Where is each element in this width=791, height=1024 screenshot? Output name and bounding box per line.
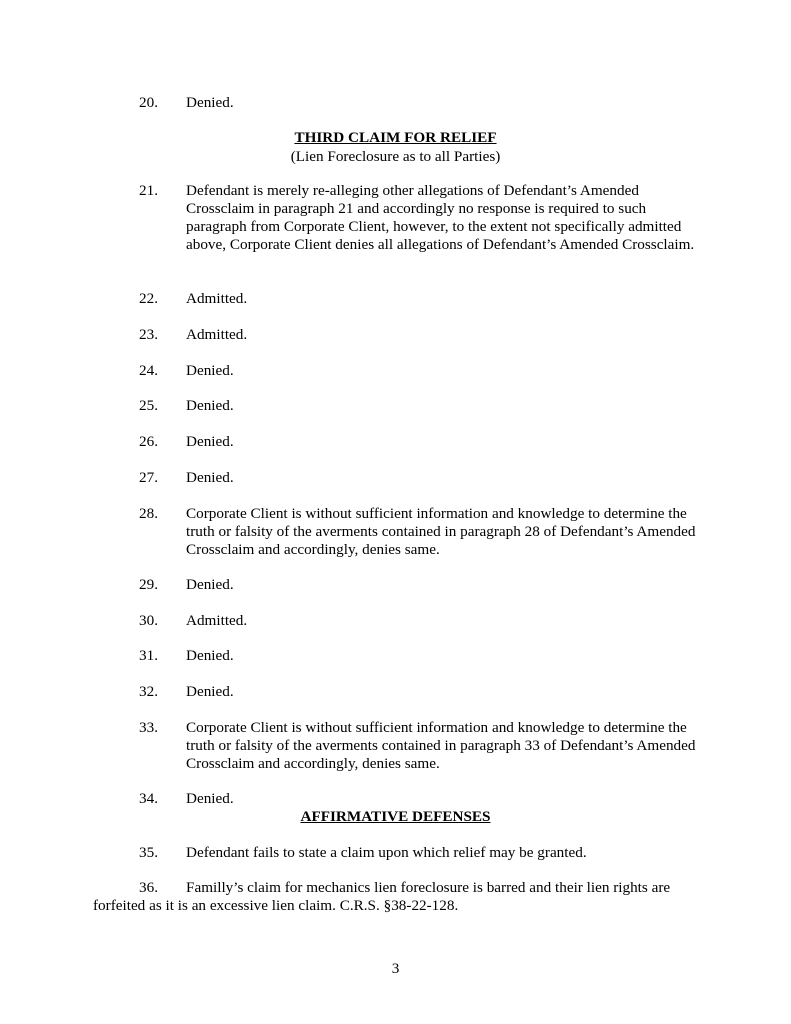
paragraph-text: Familly’s claim for mechanics lien foreclosure is barred and their lien rights are forfeited as it is an excessive lien claim. C.R.S. §38-22-128. [93, 879, 671, 914]
paragraph-number: 24. [139, 362, 158, 379]
paragraph-text: Denied. [186, 433, 234, 450]
paragraph-number: 26. [139, 433, 158, 450]
paragraph-text: Denied. [186, 683, 234, 700]
paragraph-number: 23. [139, 326, 158, 343]
paragraph-25 [139, 397, 709, 415]
paragraph-35 [139, 844, 709, 862]
paragraph-31 [139, 647, 709, 665]
paragraph-23 [139, 326, 709, 344]
paragraph-number: 35. [139, 844, 158, 861]
paragraph-33 [139, 719, 709, 773]
paragraph-26 [139, 433, 709, 451]
paragraph-number: 28. [139, 505, 158, 522]
paragraph-text: Defendant is merely re-alleging other allegations of Defendant’s Amended Crossclaim in paragraph 21 and accordingly no response is required to such paragraph from Corporate Client, however, to the extent not specifically admitted above, Corporate Client denies all allegations of Defendant’s Amended Crossclaim. [186, 182, 695, 253]
paragraph-text: Admitted. [186, 290, 248, 307]
paragraph-21 [139, 182, 709, 254]
paragraph-number: 25. [139, 397, 158, 414]
paragraph-29 [139, 576, 709, 594]
paragraph-text: Denied. [186, 362, 234, 379]
section-subheading-third-claim: (Lien Foreclosure as to all Parties) [290, 148, 501, 165]
paragraph-text: Admitted. [186, 612, 248, 629]
paragraph-number: 22. [139, 290, 158, 307]
paragraph-number: 33. [139, 719, 158, 736]
paragraph-24 [139, 362, 709, 380]
paragraph-number: 30. [139, 612, 158, 629]
paragraph-36 [93, 879, 703, 915]
paragraph-text: Denied. [186, 94, 234, 111]
paragraph-number: 31. [139, 647, 158, 664]
paragraph-30 [139, 612, 709, 630]
paragraph-number: 20. [139, 94, 158, 111]
paragraph-number: 34. [139, 790, 158, 807]
paragraph-text: Denied. [186, 469, 234, 486]
paragraph-number: 32. [139, 683, 158, 700]
paragraph-27 [139, 469, 709, 487]
paragraph-text: Denied. [186, 576, 234, 593]
paragraph-number: 27. [139, 469, 158, 486]
paragraph-text: Defendant fails to state a claim upon which relief may be granted. [186, 844, 587, 861]
paragraph-number: 29. [139, 576, 158, 593]
paragraph-20 [139, 94, 709, 112]
paragraph-text: Corporate Client is without sufficient information and knowledge to determine the truth or falsity of the averments contained in paragraph 33 of Defendant’s Amended Crossclaim and accordingly, denies same. [186, 719, 696, 772]
paragraph-number: 36. [139, 879, 158, 896]
paragraph-34 [139, 790, 709, 808]
paragraph-text: Denied. [186, 397, 234, 414]
section-heading-affirmative-defenses: AFFIRMATIVE DEFENSES [300, 808, 491, 825]
section-heading-third-claim: THIRD CLAIM FOR RELIEF [294, 129, 497, 146]
paragraph-text: Admitted. [186, 326, 248, 343]
paragraph-22 [139, 290, 709, 308]
paragraph-32 [139, 683, 709, 701]
paragraph-text: Corporate Client is without sufficient information and knowledge to determine the truth or falsity of the averments contained in paragraph 28 of Defendant’s Amended Crossclaim and accordingly, denies same. [186, 505, 696, 558]
paragraph-number: 21. [139, 182, 158, 199]
page-number: 3 [391, 960, 400, 977]
paragraph-text: Denied. [186, 647, 234, 664]
paragraph-text: Denied. [186, 790, 234, 807]
paragraph-28 [139, 505, 709, 559]
